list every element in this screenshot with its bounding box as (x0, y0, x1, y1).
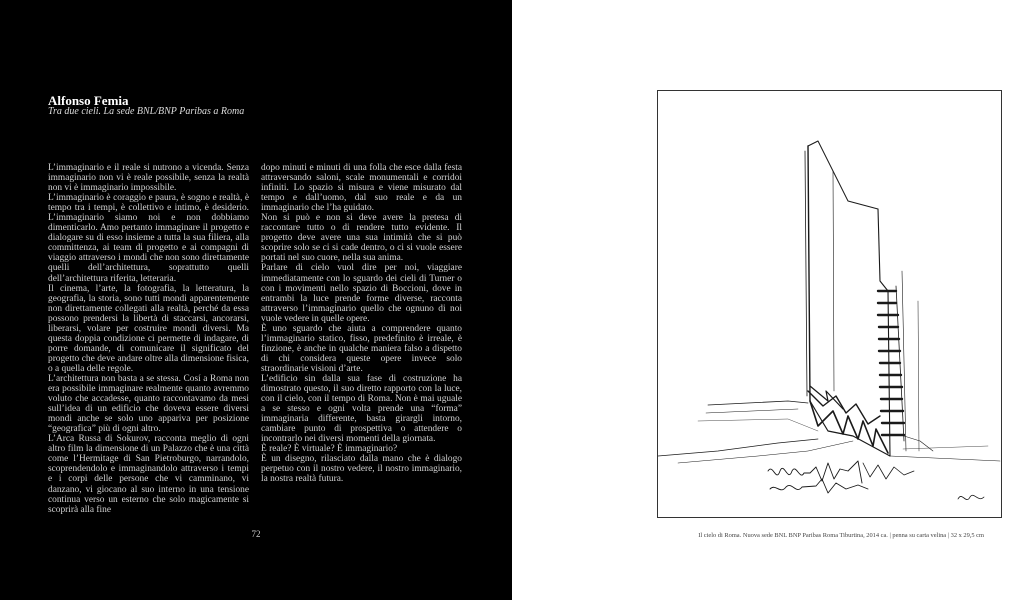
paragraph: dopo minuti e minuti di una folla che esce dalla festa attraversando saloni, scale monumentali e corridoi infiniti. Lo spazio si misura e viene misurato dal tempo e dall’uomo, dal suo reale e da un immaginario che l’ha guidato. (261, 163, 462, 214)
essay-subtitle: Tra due cieli. La sede BNL/BNP Paribas a Roma (48, 106, 245, 117)
text-column-left (48, 163, 249, 515)
page-number: 72 (251, 529, 261, 539)
paragraph: Il cinema, l’arte, la fotografia, la letteratura, la geografia, la storia, sono tutti mondi apparentemente non direttamente collegati alla realtà, perché da essa possono prendersi la libertà di staccarsi, ancorarsi, liberarsi, volare per costruire mondi diversi. Ma questa doppia condizione ci permette di indagare, di porre domande, di comunicare il significato del progetto che deve andare oltre alla dimensione fisica, o a quella delle regole. (48, 283, 249, 374)
paragraph: L’immaginario è coraggio e paura, è sogno e realtà, è tempo tra i tempi, è collettivo e intimo, è desiderio. L’immaginario siamo noi e non dobbiamo dimenticarlo. Amo pertanto immaginare il progetto e dialogare su di esso insieme a tutta la sua filiera, alla committenza, ai team di progetto e ai compagni di viaggio attraverso i mondi che non sono direttamente quelli dell’architettura, soprattutto quelli dell’architettura riferita, letteraria. (48, 193, 249, 284)
paragraph: L’Arca Russa di Sokurov, racconta meglio di ogni altro film la dimensione di un Palazzo che è una città come l’Hermitage di San Pietroburgo, narrandolo, scoprendendolo e immaginandolo attraverso i tempi e i corpi delle persone che vi camminano, vi danzano, vi giocano al suo interno in una tensione continua verso un esterno che solo magicamente si scoprirà alla fine (48, 434, 249, 515)
sketch-frame (657, 90, 1002, 518)
paragraph: L’architettura non basta a se stessa. Cosí a Roma non era possibile immaginare realmente quanto avremmo voluto che accadesse, quanto raccontavamo da mesi sull’idea di un edificio che doveva essere diversi mondi anche se solo uno appariva per posizione “geografica” più di ogni altro. (48, 373, 249, 435)
paragraph: È reale? È virtuale? È immaginario? (261, 444, 398, 455)
paragraph: L’immaginario e il reale si nutrono a vicenda. Senza immaginario non vi è reale possibile, senza la realtà non vi è immaginario impossibile. (48, 163, 249, 194)
paragraph: Non si può e non si deve avere la pretesa di raccontare tutto o di rendere tutto evidente. Il progetto deve avere una sua intimità che si può scoprire solo se ci si cade dentro, o ci si vuole essere portati nel suo cuore, nella sua anima. (261, 213, 462, 264)
paragraph: L’edificio sin dalla sua fase di costruzione ha dimostrato questo, il suo diretto rapporto con la luce, con il cielo, con il tempo di Roma. Non è mai uguale a se stesso e ogni volta prende una “forma” immaginaria differente, basta girargli intorno, cambiare punto di prospettiva o attendere o incontrarlo nei diversi momenti della giornata. (261, 373, 462, 445)
paragraph: È un disegno, rilasciato dalla mano che è dialogo perpetuo con il nostro vedere, il nostro immaginario, la nostra realtà futura. (261, 454, 462, 485)
author-name: Alfonso Femia (48, 93, 129, 108)
paragraph: Parlare di cielo vuol dire per noi, viaggiare immediatamente con lo sguardo dei cieli di Turner o con i movimenti nello spazio di Boccioni, dove in entrambi la luce prende forme diverse, racconta attraverso l’immaginario quello che ognuno di noi vuole vedere in quelle opere. (261, 263, 462, 324)
text-column-right (261, 163, 462, 485)
paragraph: È uno sguardo che aiuta a comprendere quanto l’immaginario statico, fisso, predefinito è irreale, è finzione, è anche in qualche maniera falso a dispetto di chi considera queste opere invece solo straordinarie visioni d’arte. (261, 323, 462, 374)
figure-caption: Il cielo di Roma. Nuova sede BNL BNP Paribas Roma Tiburtina, 2014 ca. | penna su carta velina | 32 x 29,5 cm (698, 532, 984, 539)
building-sketch (658, 91, 1001, 517)
right-page (512, 0, 1024, 600)
